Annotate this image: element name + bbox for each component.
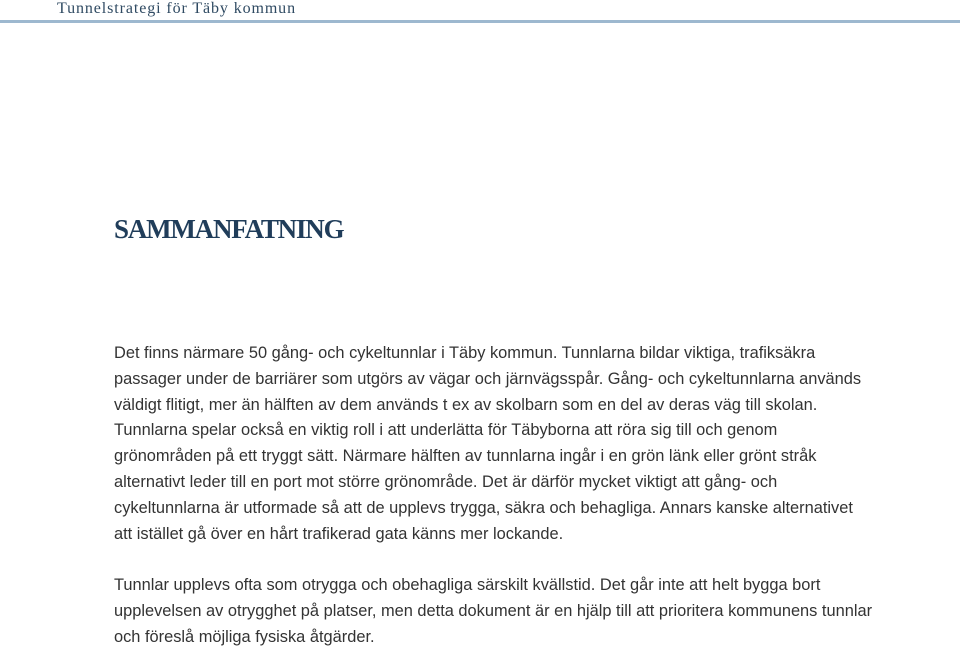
- section-title: SAMMANFATNING: [114, 214, 344, 244]
- header-divider: [0, 20, 960, 23]
- body-paragraph: Det finns närmare 50 gång- och cykeltunnlar i Täby kommun. Tunnlarna bildar viktiga, trafiksäkra passager under de barriärer som utgörs av vägar och järnvägsspår. Gång- och cykeltunnlarna används väldigt flitigt, mer än hälften av dem används t ex av skolbarn som en del av deras väg till skolan. Tunnlarna spelar också en viktig roll i att underlätta för Täbyborna att röra sig till och genom grönområden på ett tryggt sätt. Närmare hälften av tunnlarna ingår i en grön länk eller grönt stråk alternativt leder till en port mot större grönområde. Det är därför mycket viktigt att gång- och cykeltunnlarna är utformade så att de upplevs trygga, säkra och behagliga. Annars kanske alternativet att istället gå över en hårt trafikerad gata känns mer lockande.: [114, 344, 862, 543]
- body-paragraph: Tunnlar upplevs ofta som otrygga och obehagliga särskilt kvällstid. Det går inte att helt bygga bort upplevelsen av otrygghet på platser, men detta dokument är en hjälp till att prioritera kommunens tunnlar och föreslå möjliga fysiska åtgärder.: [114, 576, 873, 646]
- running-header: Tunnelstrategi för Täby kommun: [57, 0, 296, 17]
